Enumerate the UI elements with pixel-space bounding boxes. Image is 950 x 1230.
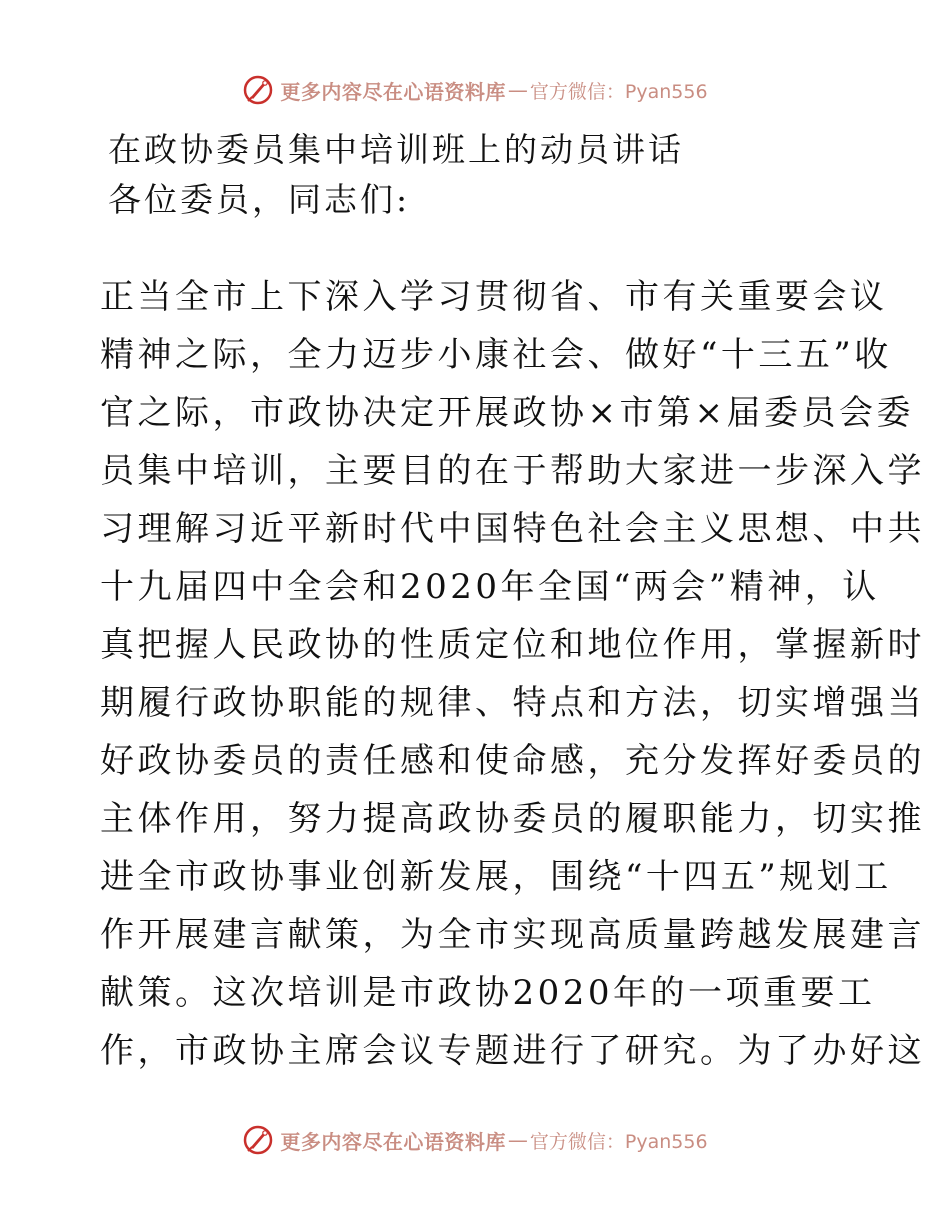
watermark-brand: 更多内容尽在心语资料库 bbox=[280, 1129, 506, 1154]
watermark-separator: — bbox=[507, 78, 528, 102]
text-line: 作开展建言献策，为全市实现高质量跨越发展建言 bbox=[100, 915, 925, 955]
quill-logo-icon bbox=[242, 74, 274, 106]
text-line: 好政协委员的责任感和使命感，充分发挥好委员的 bbox=[100, 741, 925, 781]
watermark-brand: 更多内容尽在心语资料库 bbox=[280, 79, 506, 104]
salutation: 各位委员，同志们: bbox=[108, 180, 411, 219]
text-line: 习理解习近平新时代中国特色社会主义思想、中共 bbox=[100, 509, 925, 549]
quill-logo-icon bbox=[242, 1124, 274, 1156]
text-line: 主体作用，努力提高政协委员的履职能力，切实推 bbox=[100, 799, 925, 839]
text-line: 作，市政协主席会议专题进行了研究。为了办好这 bbox=[100, 1031, 925, 1071]
watermark-wechat: 官方微信：Pyan556 bbox=[529, 80, 708, 103]
text-line: 献策。这次培训是市政协2020年的一项重要工 bbox=[100, 973, 876, 1013]
text-line: 精神之际，全力迈步小康社会、做好“十三五”收 bbox=[100, 335, 892, 375]
text-line: 期履行政协职能的规律、特点和方法，切实增强当 bbox=[100, 683, 925, 723]
document-title: 在政协委员集中培训班上的动员讲话 bbox=[108, 130, 684, 169]
body-paragraph bbox=[100, 268, 925, 1080]
footer-watermark bbox=[0, 1120, 950, 1160]
text-line: 正当全市上下深入学习贯彻省、市有关重要会议 bbox=[100, 277, 888, 317]
text-line: 进全市政协事业创新发展，围绕“十四五”规划工 bbox=[100, 857, 892, 897]
text-line: 官之际，市政协决定开展政协×市第×届委员会委 bbox=[100, 393, 914, 433]
watermark-separator: — bbox=[507, 1128, 528, 1152]
header-watermark bbox=[0, 70, 950, 110]
text-line: 真把握人民政协的性质定位和地位作用，掌握新时 bbox=[100, 625, 925, 665]
watermark-wechat: 官方微信：Pyan556 bbox=[529, 1130, 708, 1153]
text-line: 员集中培训，主要目的在于帮助大家进一步深入学 bbox=[100, 451, 925, 491]
text-line: 十九届四中全会和2020年全国“两会”精神，认 bbox=[100, 567, 880, 607]
